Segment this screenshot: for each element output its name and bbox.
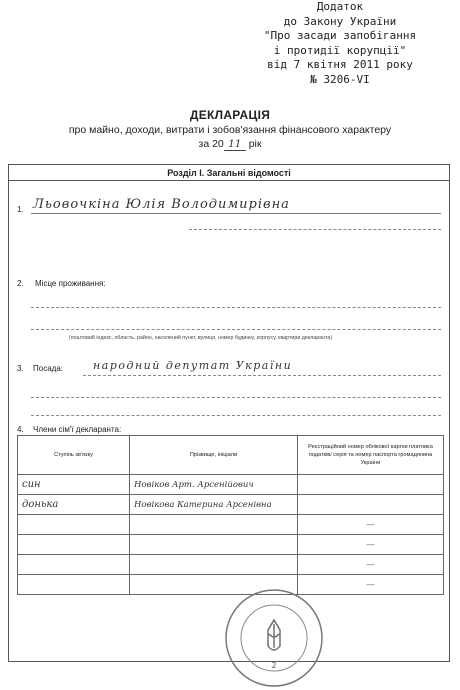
- relation-cell: [18, 535, 130, 555]
- official-stamp-seal: [222, 586, 326, 690]
- address-line-1: [31, 307, 441, 308]
- relation-cell: донька: [18, 495, 130, 515]
- appendix-line: і протидії корупції": [273, 43, 407, 57]
- table-row: [18, 555, 444, 575]
- relation-cell: син: [18, 475, 130, 495]
- registration-cell: [298, 495, 444, 515]
- table-row: [18, 495, 444, 515]
- position-value: народний депутат України: [93, 359, 293, 372]
- period-year: 11: [224, 138, 246, 151]
- period-suffix: рік: [248, 138, 262, 150]
- registration-cell: —: [298, 515, 444, 535]
- field1-underline: [31, 213, 441, 214]
- appendix-line: від 7 квітня 2011 року: [267, 58, 413, 72]
- appendix-block: [232, 0, 448, 88]
- page-number: 2: [271, 661, 277, 670]
- field2-label: Місце проживання:: [35, 279, 106, 288]
- table-row: [18, 475, 444, 495]
- document-subtitle: про майно, доходи, витрати і зобов'язання фінансового характеру: [68, 124, 392, 136]
- field3-number: 3.: [17, 364, 24, 373]
- declarant-name: Льовочкіна Юлія Володимирівна: [33, 197, 290, 212]
- name-cell: [130, 535, 298, 555]
- family-members-table: [17, 435, 444, 595]
- field2-number: 2.: [17, 279, 24, 288]
- registration-cell: [298, 475, 444, 495]
- registration-cell: —: [298, 575, 444, 595]
- registration-cell: —: [298, 555, 444, 575]
- field4-label: Члени сім'ї декларанта:: [33, 425, 122, 434]
- document-title: ДЕКЛАРАЦІЯ: [189, 108, 271, 122]
- column-header-name: Прізвище, ініціали: [130, 436, 298, 475]
- table-row: [18, 515, 444, 535]
- address-caption: (поштовий індекс, область, район, населений пункт, вулиця, номер будинку, корпусу, квартири декларанта): [69, 335, 333, 341]
- table-row: [18, 535, 444, 555]
- relation-cell: [18, 555, 130, 575]
- section-header: Розділ І. Загальні відомості: [9, 165, 449, 181]
- appendix-line: "Про засади запобігання: [263, 29, 417, 43]
- period-prefix: за 20: [198, 138, 224, 150]
- address-line-2: [31, 329, 441, 330]
- appendix-line: до Закону України: [283, 14, 397, 28]
- position-line-3: [31, 415, 441, 416]
- field4-number: 4.: [17, 425, 24, 434]
- table-header-row: [18, 436, 444, 475]
- field3-label: Посада:: [33, 364, 63, 373]
- position-line-1: [83, 375, 441, 376]
- appendix-line: Додаток: [316, 0, 364, 13]
- relation-cell: [18, 515, 130, 535]
- name-cell: Новіков Арт. Арсенійович: [130, 475, 298, 495]
- declaration-period: [0, 138, 460, 151]
- column-header-relation: Ступінь зв'язку: [18, 436, 130, 475]
- name-cell: Новікова Катерина Арсенівна: [130, 495, 298, 515]
- field1-extra-line: [189, 229, 441, 230]
- trident-icon: [268, 620, 280, 650]
- column-header-registration: Реєстраційний номер облікової картки платника податків/ серія та номер паспорта громадянина України: [298, 436, 444, 475]
- appendix-line: № 3206-VI: [310, 72, 370, 86]
- name-cell: [130, 555, 298, 575]
- name-cell: [130, 515, 298, 535]
- relation-cell: [18, 575, 130, 595]
- registration-cell: —: [298, 535, 444, 555]
- field1-number: 1.: [17, 205, 24, 214]
- position-line-2: [31, 397, 441, 398]
